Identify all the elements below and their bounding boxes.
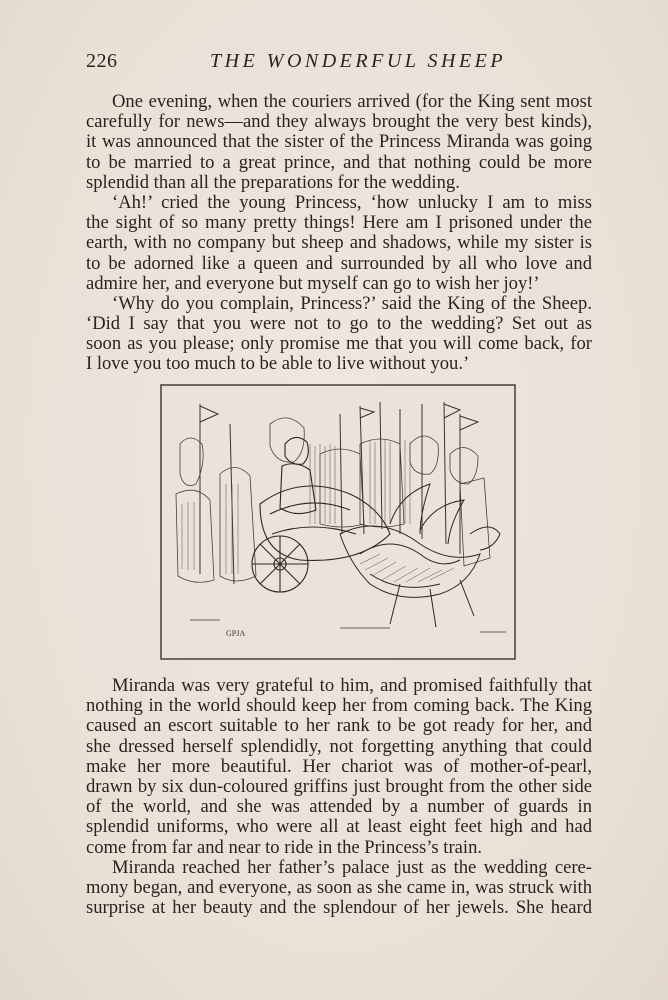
text-line: come from far and near to ride in the Princess’s train. bbox=[86, 836, 483, 858]
text-line: nothing in the world should keep her from coming back. The King bbox=[86, 695, 592, 717]
text-line: it was announced that the sister of the Princess Miranda was going bbox=[86, 131, 592, 153]
paragraph bbox=[86, 676, 592, 858]
text-line: the sight of so many pretty things! Here am I prisoned under the bbox=[86, 212, 592, 234]
text-line: splendid uniforms, who were all at least eight feet high and had bbox=[86, 816, 592, 838]
text-line: ‘Did I say that you were not to go to the wedding? Set out as bbox=[86, 313, 592, 335]
text-line: of the world, and she was attended by a number of guards in bbox=[86, 796, 592, 818]
text-block-bottom bbox=[86, 676, 592, 918]
text-line: splendid than all the preparations for the wedding. bbox=[86, 171, 460, 193]
chariot-griffins-engraving bbox=[160, 384, 516, 660]
page-header bbox=[86, 50, 592, 78]
text-line: soon as you please; only promise me that you will come back, for bbox=[86, 333, 592, 355]
text-line: drawn by six dun-coloured griffins just brought from the other side bbox=[86, 775, 592, 797]
text-line: caused an escort suitable to her rank to be got ready for her, and bbox=[86, 715, 592, 737]
page-number: 226 bbox=[86, 50, 118, 72]
running-title: THE WONDERFUL SHEEP bbox=[210, 50, 507, 72]
artist-signature: GPJA bbox=[226, 629, 246, 638]
text-line: I love you too much to be able to live without you.’ bbox=[86, 353, 470, 375]
text-line: Miranda was very grateful to him, and promised faithfully that bbox=[112, 675, 592, 696]
text-line: earth, with no company but sheep and shadows, while my sister is bbox=[86, 232, 592, 254]
paragraph bbox=[86, 92, 592, 193]
chariot-illustration bbox=[160, 384, 516, 660]
text-line: make her more beautiful. Her chariot was of mother-of-pearl, bbox=[86, 755, 592, 777]
paragraph bbox=[86, 193, 592, 294]
paragraph bbox=[86, 858, 592, 919]
text-line: to be adorned like a queen and surrounded by all who love and bbox=[86, 252, 592, 274]
paragraph bbox=[86, 294, 592, 375]
text-block-top bbox=[86, 92, 592, 375]
text-line: ‘Ah!’ cried the young Princess, ‘how unlucky I am to miss bbox=[112, 191, 592, 213]
text-line: mony began, and everyone, as soon as she came in, was struck with bbox=[86, 876, 592, 898]
text-line: she dressed herself splendidly, not forgetting anything that could bbox=[86, 735, 592, 757]
text-line: One evening, when the couriers arrived (for the King sent most bbox=[112, 91, 592, 112]
text-line: to be married to a great prince, and that nothing could be more bbox=[86, 151, 592, 173]
text-line: surprise at her beauty and the splendour of her jewels. She heard bbox=[86, 897, 592, 919]
text-line: Miranda reached her father’s palace just as the wedding cere- bbox=[112, 856, 592, 878]
text-line: ‘Why do you complain, Princess?’ said the King of the Sheep. bbox=[112, 292, 592, 314]
text-line: admire her, and everyone but myself can go to wish her joy!’ bbox=[86, 272, 540, 294]
text-line: carefully for news—and they always brought the very best kinds), bbox=[86, 111, 592, 133]
